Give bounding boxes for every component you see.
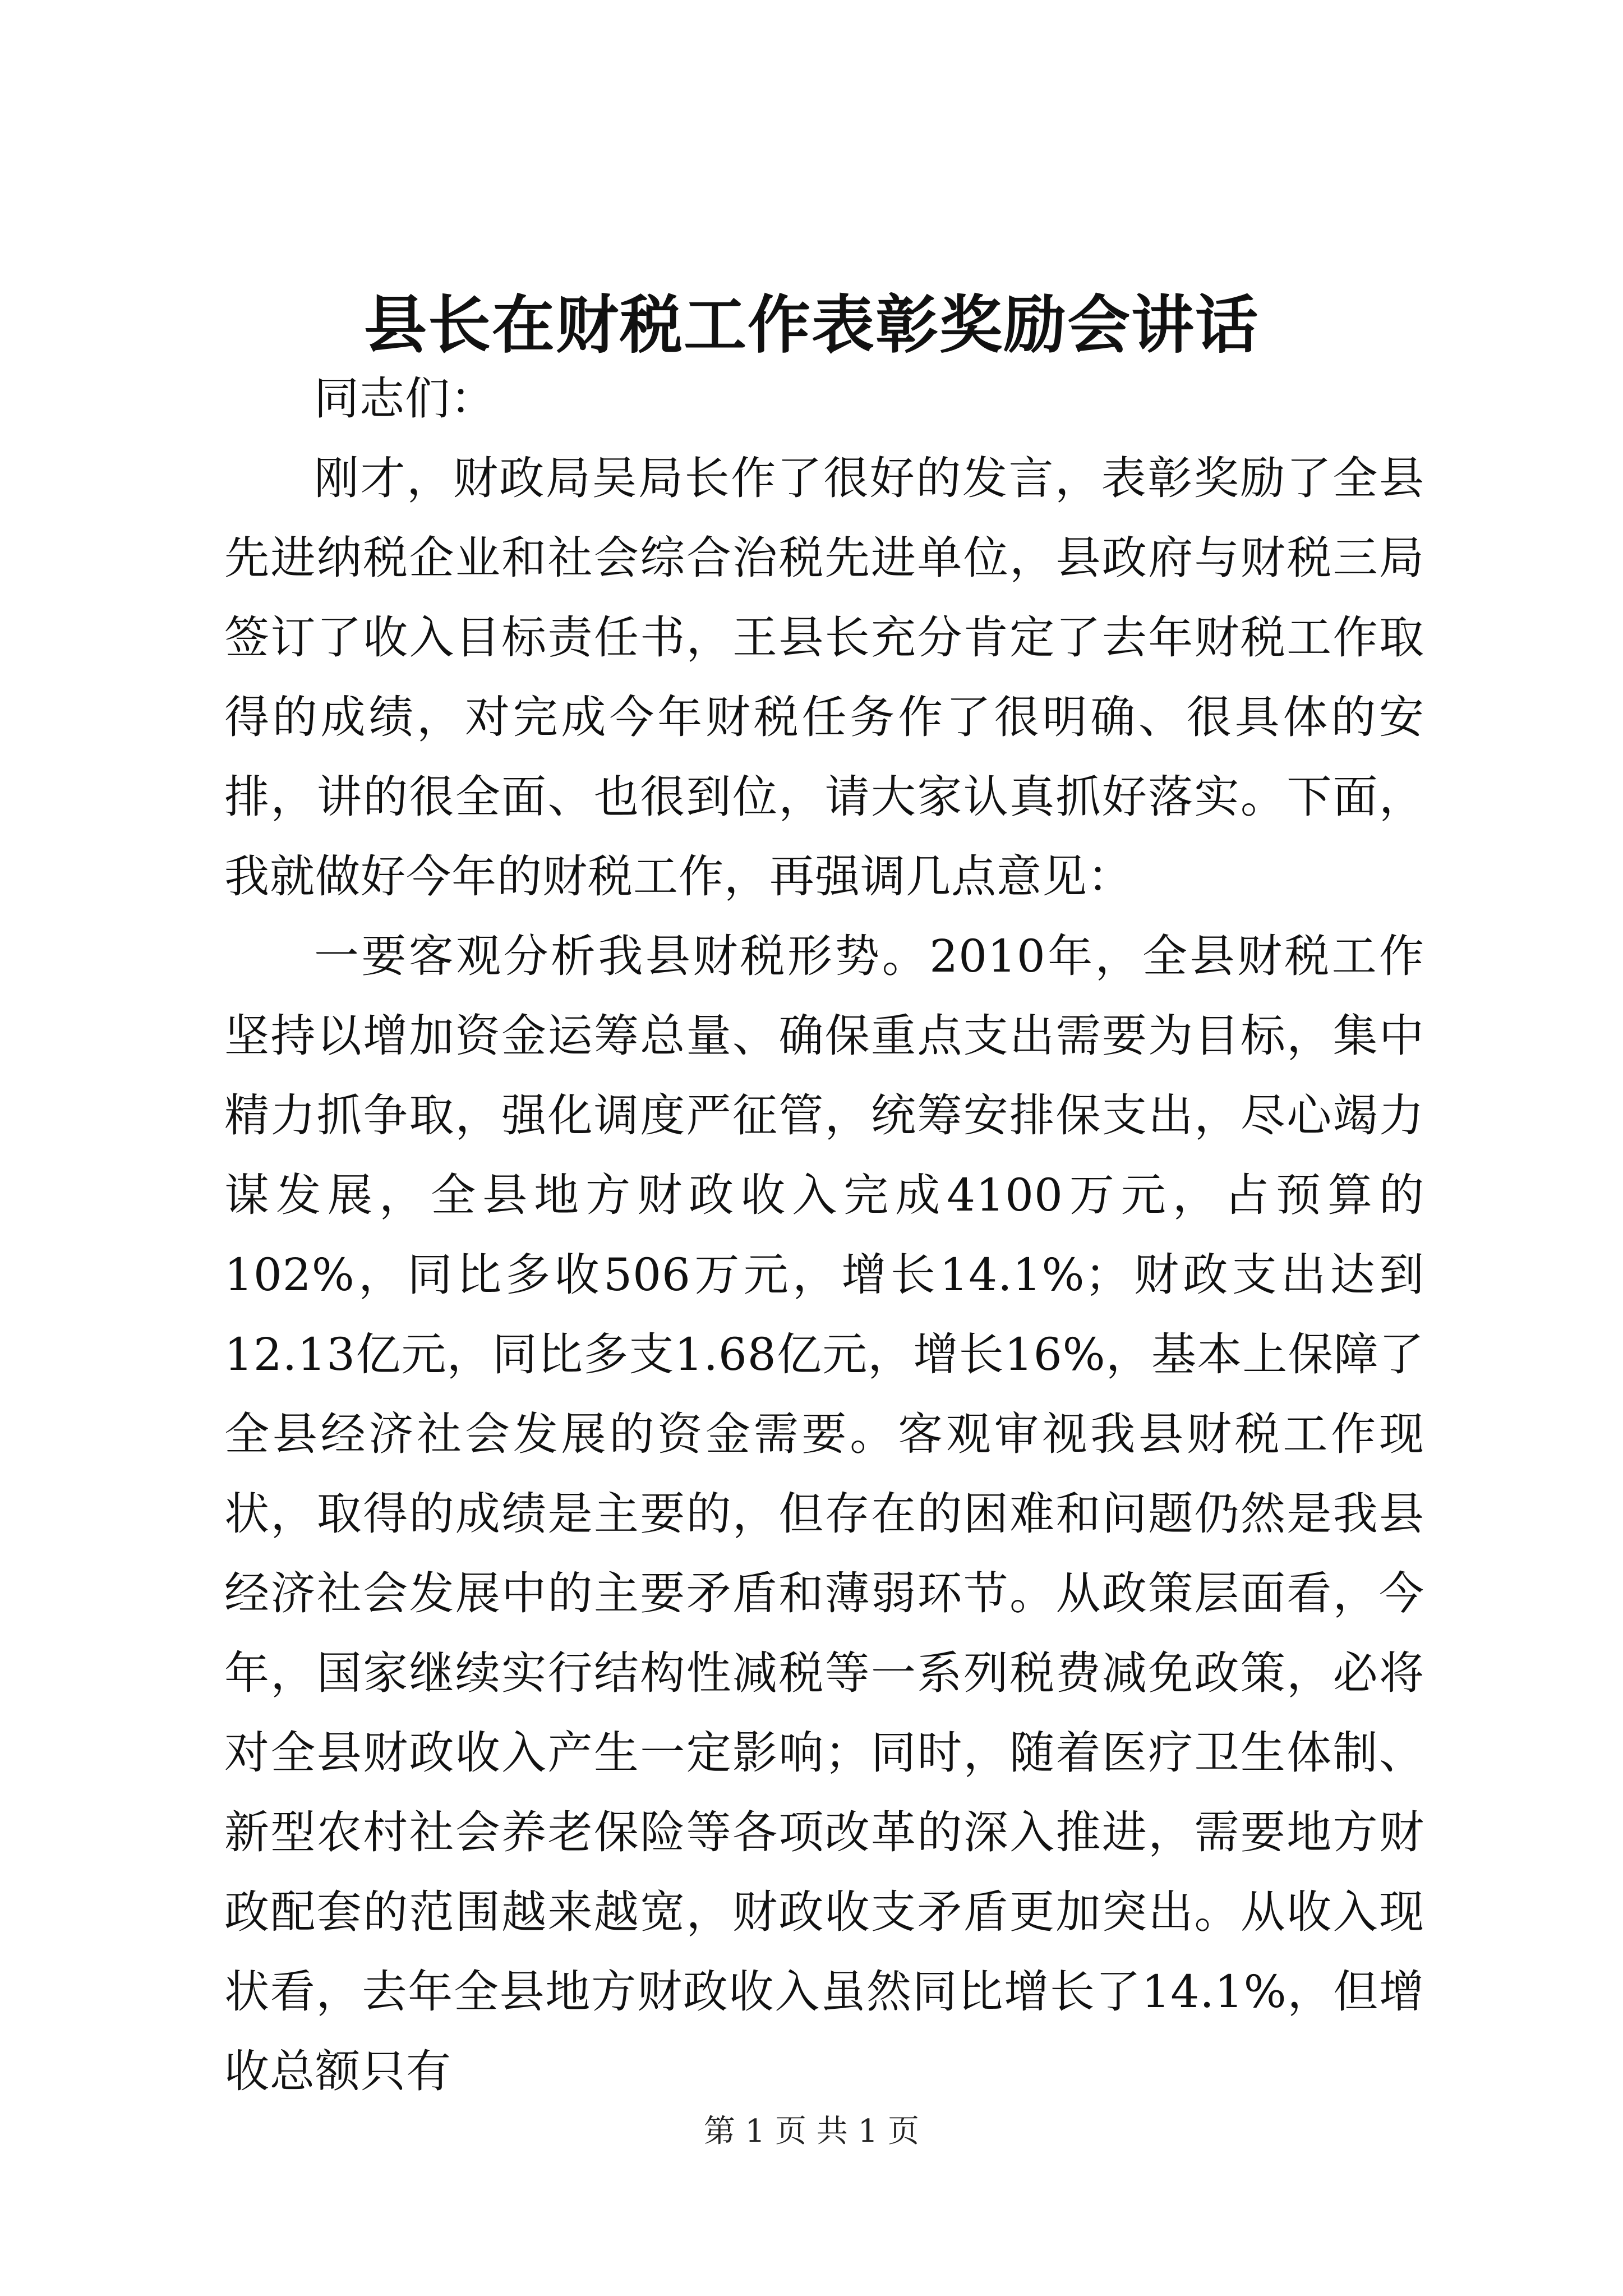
document-title: 县长在财税工作表彰奖励会讲话 <box>364 288 1259 362</box>
paragraph-1: 刚才，财政局吴局长作了很好的发言，表彰奖励了全县先进纳税企业和社会综合治税先进单位，县政府与财税三局签订了收入目标责任书，王县长充分肯定了去年财税工作取得的成绩，对完成今年财税任务作了很明确、很具体的安排，讲的很全面、也很到位，请大家认真抓好落实。下面，我就做好今年的财税工作，再强调几点意见： <box>224 452 1424 903</box>
document-body <box>224 359 1424 2111</box>
paragraph-2: 一要客观分析我县财税形势。2010年，全县财税工作坚持以增加资金运筹总量、确保重点支出需要为目标，集中精力抓争取，强化调度严征管，统筹安排保支出，尽心竭力谋发展，全县地方财政收入完成4100万元，占预算的102%，同比多收506万元，增长14.1%；财政支出达到12.13亿元，同比多支1.68亿元，增长16%，基本上保障了全县经济社会发展的资金需要。客观审视我县财税工作现状，取得的成绩是主要的，但存在的困难和问题仍然是我县经济社会发展中的主要矛盾和薄弱环节。从政策层面看，今年，国家继续实行结构性减税等一系列税费减免政策，必将对全县财政收入产生一定影响；同时，随着医疗卫生体制、新型农村社会养老保险等各项改革的深入推进，需要地方财政配套的范围越来越宽，财政收支矛盾更加突出。从收入现状看，去年全县地方财政收入虽然同比增长了14.1%，但增收总额只有 <box>224 930 1424 2097</box>
page-footer: 第 1 页 共 1 页 <box>703 2113 920 2150</box>
salutation: 同志们： <box>314 372 496 425</box>
